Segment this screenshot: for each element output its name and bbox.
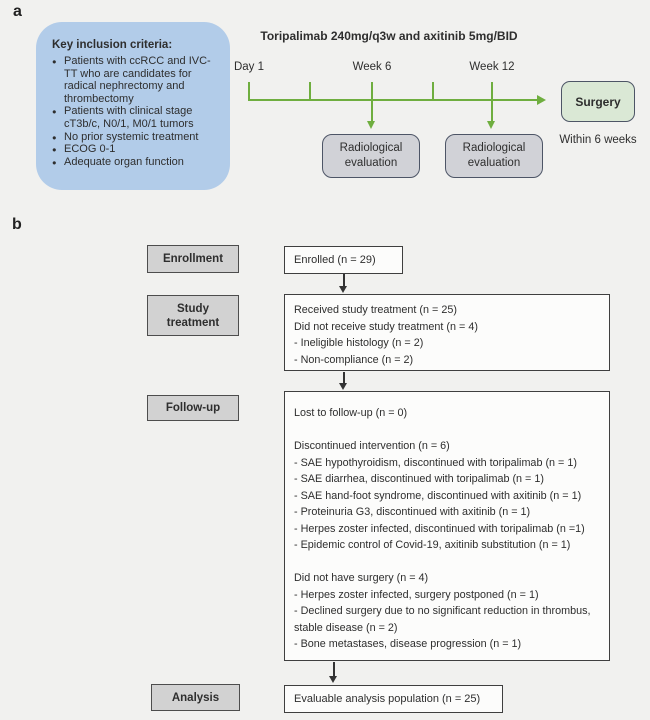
followup-line: - Bone metastases, disease progression (n = 1) (294, 638, 522, 650)
treatment-line: - Non-compliance (n = 2) (294, 353, 414, 366)
timeline-tick (371, 82, 373, 100)
timeline-tick (432, 82, 434, 100)
followup-line: Discontinued intervention (n = 6) (294, 440, 450, 452)
inclusion-item: ● Patients with ccRCC and IVC-TT who are candidates for radical nephrectomy and thrombectomy (52, 55, 222, 105)
stage-box-analysis: Analysis (151, 684, 240, 711)
week12-arrow-down (491, 101, 493, 122)
followup-line (294, 554, 609, 571)
follow-up-box (284, 391, 610, 661)
followup-line: - Proteinuria G3, discontinued with axitinib (n = 1) (294, 506, 531, 518)
panel-b-label: b (12, 216, 22, 233)
followup-line: Did not have surgery (n = 4) (294, 572, 429, 584)
inclusion-item: ● No prior systemic treatment (52, 131, 222, 144)
flow-arrowhead-1-icon (339, 286, 347, 293)
followup-line: - Herpes zoster infected, surgery postponed (n = 1) (294, 588, 539, 601)
flow-arrowhead-2-icon (339, 383, 347, 390)
timeline-line (248, 99, 538, 101)
timeline-label-week12: Week 12 (469, 61, 515, 73)
surgery-note: Within 6 weeks (559, 134, 637, 146)
timeline-arrow-right-icon (537, 95, 546, 105)
inclusion-criteria-title: Key inclusion criteria: (52, 39, 173, 51)
week6-arrowhead-icon (367, 121, 375, 129)
panel-a-label: a (13, 3, 22, 20)
timeline-tick (248, 82, 250, 100)
radiological-evaluation-box-2: Radiological evaluation (445, 134, 543, 178)
followup-line: - SAE hand-foot syndrome, discontinued with axitinib (n = 1) (294, 489, 582, 502)
followup-line: - SAE hypothyroidism, discontinued with toripalimab (n = 1) (294, 456, 577, 469)
radiological-evaluation-box-1: Radiological evaluation (322, 134, 420, 178)
inclusion-item: ● Adequate organ function (52, 156, 222, 169)
stage-box-enrollment: Enrollment (147, 245, 239, 273)
treatment-line: Did not receive study treatment (n = 4) (294, 320, 478, 333)
followup-line: Lost to follow-up (n = 0) (294, 407, 408, 419)
flow-arrowhead-3-icon (329, 676, 337, 683)
inclusion-criteria-box (36, 22, 230, 190)
followup-line: - SAE diarrhea, discontinued with toripalimab (n = 1) (294, 473, 544, 485)
regimen-title: Toripalimab 240mg/q3w and axitinib 5mg/BID (260, 29, 518, 43)
timeline-label-day1: Day 1 (233, 61, 265, 73)
timeline-label-week6: Week 6 (352, 61, 392, 73)
followup-line: - Epidemic control of Covid-19, axitinib substitution (n = 1) (294, 539, 571, 551)
analysis-population-box: Evaluable analysis population (n = 25) (284, 685, 503, 713)
timeline-tick (491, 82, 493, 100)
enrolled-box: Enrolled (n = 29) (284, 246, 403, 274)
stage-box-follow-up: Follow-up (147, 395, 239, 421)
inclusion-item: ● Patients with clinical stage cT3b/c, N0/1, M0/1 tumors (52, 105, 222, 130)
treatment-line: Received study treatment (n = 25) (294, 304, 457, 316)
week6-arrow-down (371, 101, 373, 122)
flow-arrow-3 (333, 662, 335, 677)
treatment-line: - Ineligible histology (n = 2) (294, 337, 424, 349)
followup-line: - Herpes zoster infected, discontinued with toripalimab (n =1) (294, 522, 585, 535)
inclusion-item: ● ECOG 0-1 (52, 143, 222, 156)
surgery-box: Surgery (561, 81, 635, 122)
stage-box-study-treatment: Study treatment (147, 295, 239, 336)
followup-line: stable disease (n = 2) (294, 621, 398, 634)
followup-line (294, 422, 609, 439)
timeline-tick (309, 82, 311, 100)
week12-arrowhead-icon (487, 121, 495, 129)
study-treatment-box (284, 294, 610, 371)
followup-line: - Declined surgery due to no significant reduction in thrombus, (294, 605, 591, 617)
